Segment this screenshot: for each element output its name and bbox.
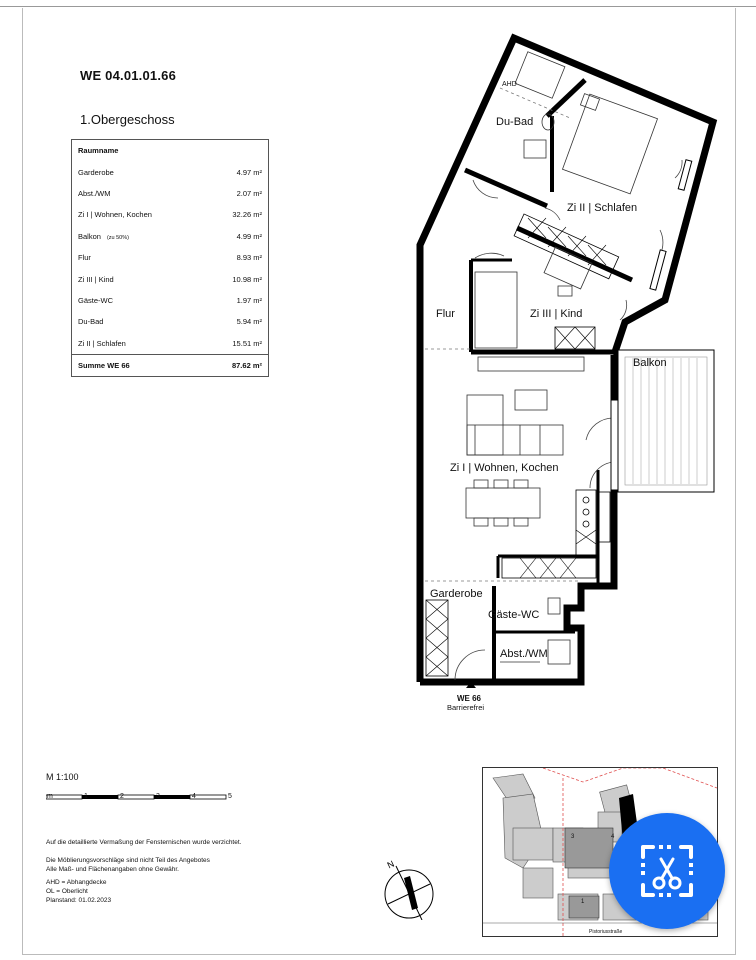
door-swing <box>545 208 560 220</box>
unit-title: WE 04.01.01.66 <box>80 68 177 83</box>
room-name: Balkon <box>78 231 101 241</box>
washbasin <box>524 140 546 158</box>
label-flur: Flur <box>436 308 455 320</box>
note-line: Auf die detaillierte Vermaßung der Fensternischen wurde verzichtet. <box>46 839 242 846</box>
window <box>678 160 692 191</box>
door-swing <box>586 418 614 440</box>
washbasin <box>548 598 560 614</box>
kitchen-counter <box>598 492 610 542</box>
scale-tick: 3 <box>156 793 160 800</box>
label-ahd: AHD <box>502 81 517 88</box>
room-name: Zi I | Wohnen, Kochen <box>78 210 152 220</box>
scale-tick: 5 <box>228 793 232 800</box>
room-area: 4.99 m² <box>236 231 262 241</box>
room-name: Gäste-WC <box>78 295 114 305</box>
room-area: 4.97 m² <box>236 167 262 177</box>
site-street: Pistoriusstraße <box>589 929 623 935</box>
room-name: Zi III | Kind <box>78 274 114 284</box>
room-name: Garderobe <box>78 167 114 177</box>
room-area: 32.26 m² <box>232 210 262 220</box>
room-name: Du-Bad <box>78 317 104 327</box>
site-label: 4 <box>611 834 615 840</box>
site-label: 3 <box>571 834 575 840</box>
washing-machine <box>548 640 570 664</box>
floor-label: 1.Obergeschoss <box>80 112 175 127</box>
scale-label: M 1:100 <box>46 772 79 782</box>
compass-label: N <box>385 858 396 871</box>
room-area: 1.97 m² <box>236 295 262 305</box>
scale-tick: 2 <box>120 793 124 800</box>
label-entrance: WE 66 <box>457 694 482 703</box>
table-header: Raumname <box>78 146 119 156</box>
label-gaeste-wc: Gäste-WC <box>488 609 540 621</box>
note-line: Die Möblierungsvorschläge sind nicht Teil des Angebotes <box>46 857 210 864</box>
coffee-table <box>515 390 547 410</box>
wall <box>517 228 632 280</box>
double-bed <box>562 94 657 194</box>
label-barrierefrei: Barrierefrei <box>447 703 485 712</box>
room-area: 15.51 m² <box>232 338 262 348</box>
note-line: Planstand: 01.02.2023 <box>46 897 112 904</box>
note-line: Alle Maß- und Flächenangaben ohne Gewähr. <box>46 866 179 873</box>
door-swing <box>475 253 504 258</box>
sofa <box>467 425 563 455</box>
dining-table <box>466 488 540 518</box>
screenshot-crop-fab[interactable] <box>609 813 725 929</box>
room-name: Abst./WM <box>78 188 111 198</box>
door-swing <box>620 300 627 320</box>
sum-area: 87.62 m² <box>204 354 269 376</box>
door-swing <box>675 160 682 178</box>
window <box>650 250 666 290</box>
label-zi3: Zi III | Kind <box>530 308 583 320</box>
balcony <box>618 350 714 492</box>
room-name: Flur <box>78 253 91 263</box>
scissors-crop-icon <box>639 843 695 899</box>
scale-bar <box>46 790 236 806</box>
label-zi2: Zi II | Schlafen <box>567 202 638 214</box>
site-label: 1 <box>581 899 585 905</box>
scale-tick: m <box>47 793 53 800</box>
wardrobe <box>555 327 595 349</box>
label-du-bad: Du-Bad <box>496 116 534 128</box>
kitchen-counter <box>576 490 596 558</box>
bed <box>475 272 517 348</box>
kitchen-counter <box>502 558 596 578</box>
room-area: 5.94 m² <box>236 317 262 327</box>
room-name: Zi II | Schlafen <box>78 338 126 348</box>
north-arrow-icon <box>378 858 440 920</box>
label-garderobe: Garderobe <box>430 588 483 600</box>
label-abst-wm: Abst./WM <box>500 648 548 660</box>
door-swing <box>590 462 614 488</box>
door-swing <box>455 650 485 680</box>
note-line: OL = Oberlicht <box>46 888 88 895</box>
note-line: AHD = Abhangdecke <box>46 879 107 886</box>
plan-notes <box>46 838 241 905</box>
scale-tick: 4 <box>192 793 196 800</box>
room-note: (zu 50%) <box>106 234 129 241</box>
label-balkon: Balkon <box>633 357 667 369</box>
wardrobe <box>426 600 448 676</box>
sum-label: Summe WE 66 <box>72 354 204 376</box>
room-area: 8.93 m² <box>236 253 262 263</box>
sideboard <box>478 357 584 371</box>
scale-tick: 1 <box>84 793 88 800</box>
label-zi1: Zi I | Wohnen, Kochen <box>450 462 559 474</box>
room-area: 10.98 m² <box>232 274 262 284</box>
room-area: 2.07 m² <box>236 188 262 198</box>
